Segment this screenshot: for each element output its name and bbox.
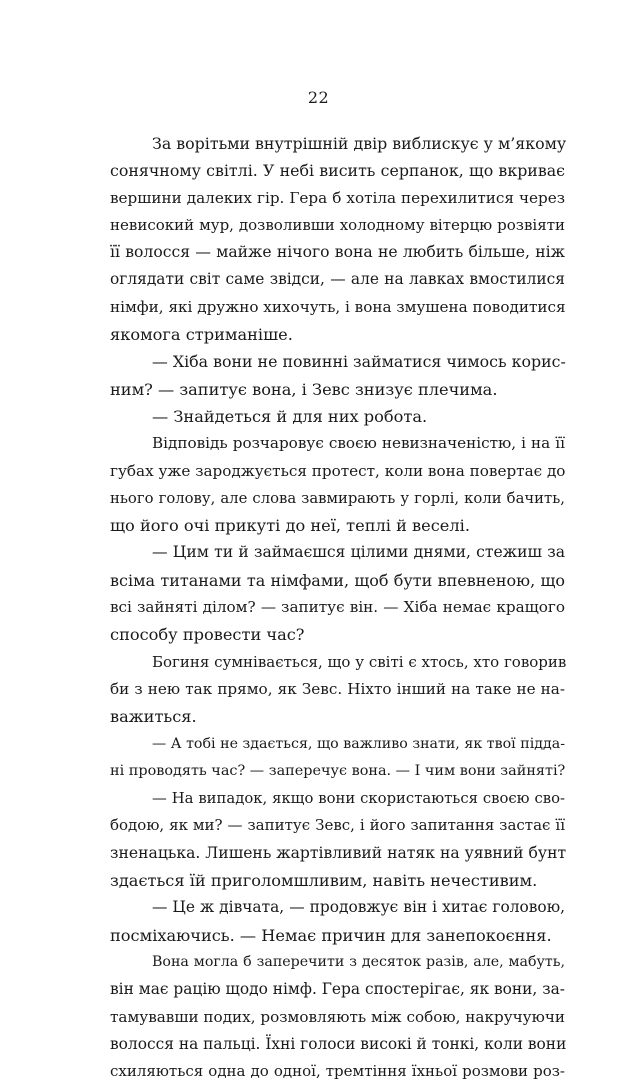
text-line: всі зайняті ділом? — запитує він. — Хіба немає кращого xyxy=(110,598,565,617)
text-line: вершини далеких гір. Гера б хотіла перехилитися через xyxy=(110,188,565,207)
text-line: — А тобі не здається, що важливо знати, як твої підда- xyxy=(152,735,565,752)
text-line: він має рацію щодо німф. Гера спостерігає, як вони, за- xyxy=(110,980,565,999)
text-line: ним? — запитує вона, і Зевс знизує плечима. xyxy=(110,379,498,399)
text-line: Вона могла б заперечити з десяток разів, але, мабуть, xyxy=(152,953,565,970)
text-line: тамувавши подих, розмовляють між собою, накручуючи xyxy=(110,1007,565,1026)
text-line: нього голову, але слова завмирають у горлі, коли бачить, xyxy=(110,489,565,507)
page-number: 22 xyxy=(307,88,330,107)
text-line: За ворітьми внутрішній двір виблискує у м’якому xyxy=(152,134,567,153)
text-line: губах уже зароджується протест, коли вона повертає до xyxy=(110,461,566,480)
text-line: волосся на пальці. Їхні голоси високі й тонкі, коли вони xyxy=(110,1034,567,1053)
text-line: способу провести час? xyxy=(110,625,305,645)
text-line: — Хіба вони не повинні займатися чимось корис- xyxy=(152,352,566,372)
text-line: — На випадок, якщо вони скористаються своєю сво- xyxy=(152,790,565,808)
text-line: її волосся — майже нічого вона не любить більше, ніж xyxy=(110,243,565,262)
body-text xyxy=(110,130,565,1085)
text-line: бодою, як ми? — запитує Зевс, і його запитання застає її xyxy=(110,816,565,835)
text-line: — Цим ти й займаєшся цілими днями, стежиш за xyxy=(152,543,565,562)
text-line: німфи, які дружно хихочуть, і вона змушена поводитися xyxy=(110,297,566,316)
text-line: всіма титанами та німфами, щоб бути впевненою, що xyxy=(110,570,565,590)
text-line: посміхаючись. — Немає причин для занепокоєння. xyxy=(110,925,552,945)
text-line: зненацька. Лишень жартівливий натяк на уявний бунт xyxy=(110,843,567,862)
text-line: оглядати світ саме звідси, — але на лавках вмостилися xyxy=(110,270,565,289)
text-line: Відповідь розчаровує своєю невизначеністю, і на її xyxy=(152,434,565,453)
text-line: здається їй приголомшливим, навіть нечестивим. xyxy=(110,871,538,891)
text-line: ні проводять час? — заперечує вона. — І чим вони зайняті? xyxy=(110,762,566,779)
text-line: що його очі прикуті до неї, теплі й веселі. xyxy=(110,516,470,536)
text-line: важиться. xyxy=(110,707,197,727)
text-line: Богиня сумнівається, що у світі є хтось, хто говорив xyxy=(152,652,567,671)
text-line: би з нею так прямо, як Зевс. Ніхто інший на таке не на- xyxy=(110,679,565,698)
text-line: якомога стриманіше. xyxy=(110,325,293,345)
text-line: — Знайдеться й для них робота. xyxy=(152,406,428,426)
text-line: — Це ж дівчата, — продовжує він і хитає головою, xyxy=(152,898,565,917)
text-line: сонячному світлі. У небі висить серпанок, що вкриває xyxy=(110,161,565,181)
text-line: невисокий мур, дозволивши холодному вітерцю розвіяти xyxy=(110,215,565,234)
text-line: схиляються одна до одної, тремтіння їхньої розмови роз- xyxy=(110,1062,565,1081)
